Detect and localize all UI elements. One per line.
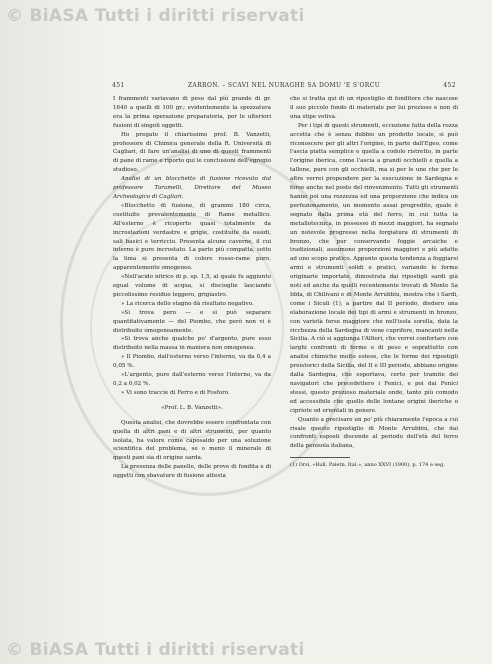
paragraph: » Il Piombo, dall'esterno verso l'interno, va da 0,4 a 0,05 %. [113,354,271,370]
right-column [290,95,458,469]
paragraph: Questa analisi, che dovrebbe essere confrontata con quella di altri pani e di altri strumenti, per quanto isolata, ha valore come caposaldo per una soluzione scientifica del problema, se o meno il minerale di questi pani sia di origine sarda. [113,419,271,462]
paragraph: che si tratta qui di un ripostiglio di fonditore che nascose il suo piccolo fondo di materiale per lui prezioso e non di una stipe votiva. [290,96,458,120]
paragraph: »L'argento, pure dall'esterno verso l'interno, va da 0,2 a 0,02 %. [113,372,271,387]
paragraph: »Si trova pero — e si può separare quantitativamente — del Piombo, che però non vi è distribuito omogeneamente. [113,309,271,334]
analysis-heading: Analisi di un blocchetto di fusione ricevuto dal professore Taramelli, Direttore del Museo Archeologico di Cagliari. [113,176,271,200]
paragraph: Quanto a precisare un po' più chiaramente l'epoca a cui risale questo ripostiglio di Monte Arrubbiu, che dai confronti esposti discende al periodo dell'età del ferro della penisola italiana, [290,416,458,450]
running-title: ZARRON. – SCAVI NEL NURAGHE SA DOMU 'E S'ORCU [187,82,381,89]
watermark-top: © BiASA Tutti i diritti riservati [6,6,305,26]
paragraph: » Vi sono traccie di Ferro e di Fosforo. [121,389,230,396]
paragraph: I frammenti variavano di peso dal più grande di gr. 1640 a quelli di 100 gr.; evidentemente la spezzatura era la prima operazione preparatoria, per le ulteriori fusioni di singoli oggetti. [113,96,271,129]
page-number-left: 451 [112,82,125,89]
paragraph: Ho pregato il chiarissimo prof. B. Vanzetti, professore di Chimica generale della R. Università di Cagliari, di fare un'analisi di uno di questi frammenti di pane di rame e riporto qui le conclusioni dell'egregio studioso. [113,131,271,174]
footnote-rule [290,457,350,458]
paragraph: «Blocchetto di fusione, di grammi 180 circa, costituito prevalentemente di Rame metallico. All'esterno è ricoperto quasi totalmente da incrostazioni verdastre e grigie, costituite da ossidi, sali basici e terriccio. Presenta alcune caverne, il cui interno è pure incrostato. La parte più compatta, sotto la lima si presenta di colore rosso-rame puro, apparentemente omogeneo. [113,202,271,272]
page-edge-shadow [0,0,100,664]
paragraph: La presenza delle panelle, delle prove di fondita e di oggetti con sbavature di fusione attesta [113,464,271,480]
watermark-bottom: © BiASA Tutti i diritti riservati [6,640,305,660]
paragraph: «Nell'acido nitrico di p. sp. 1,5, al quale fu aggiunto egual volume di acqua, si discioglie lasciando piccolissimo residuo leggero, grigiastro. [113,274,271,298]
signature: «Prof. L. B. Vanzetti». [161,404,223,411]
running-header [112,82,456,89]
left-column [113,95,271,481]
paragraph: Per i tipi di questi strumenti, eccezione fatta della rozza accetta che è senza dubbio un prodotto locale, si può riconoscere per gli altri l'origine, in parte dall'Egeo, come l'ascia piatta semplice e quella a codolo ristretto, in parte l'origine iberica, come l'ascia a grandi occhielli e quella a tallone, pure con gli occhielli, ma si per le une che per le altre verrei propendere per la esecuzione in Sardegna e forse anche nel posto del rinvenimento. Tutti gli strumenti hanno poi una rozzezza ed una proporzione che indica un perfezionamento, un momento assai progredito, quale è segnato dalla prima età del ferro, in cui tutta la metallotecnica, in possesso di mezzi maggiori, ha segnato un notevole progresso nella forgiatura di strumenti di bronzo, che pur conservando foggie arcaiche e tradizionali, assumono proporzioni maggiori e più adatte ad uno scopo pratico. Appunto questa tendenza a foggiarsi armi e strumenti solidi e pratici, variando le forme originarie importate, dimostrata dai ripostigli sardi già noti ed anche da quelli recentemente trovati di Monte Sa Idda, di Chilivani e di Monte Arrubbiu, mostra che i Sardi, come i Siculi (1), a partire dal II periodo, diedero una elaborazione locale dei tipi di armi e strumenti in bronzo, con varietà forse maggiore che nell'isola sorella, data la ricchezza della Sardegna di vene cuprifere, mancanti nella Sicilia. A ciò si aggiunga l'Alfieri, che verrei confortare con larghi confronti di forme e di peso e soprattutto con analisi chimiche molto estese, che le forme dei ripostigli preistorici della Sicilia, del II e III periodo, abbiano origine dalla Sardegna, che esportava, certo per tramite dei navigatori che precedettero i Fenici, e poi dai Fenici stessi, questo prezioso materiale onde, tanto più comodo ed accessibile che quello delle lontane origini iberiche o cipriote od orientali in genere. [290,122,458,414]
paragraph: »Si trova anche qualche po' d'argento, pure esso distribuito nella massa in maniera non omogenea. [113,336,271,352]
page-number-right: 452 [443,82,456,89]
footnote: (1) Orsi, «Bull. Paletn. Ital.», anno XXVI (1900), p. 174 e seg. [290,462,445,469]
paragraph: » La ricerca dello stagno dà risultato negativo. [121,300,254,307]
